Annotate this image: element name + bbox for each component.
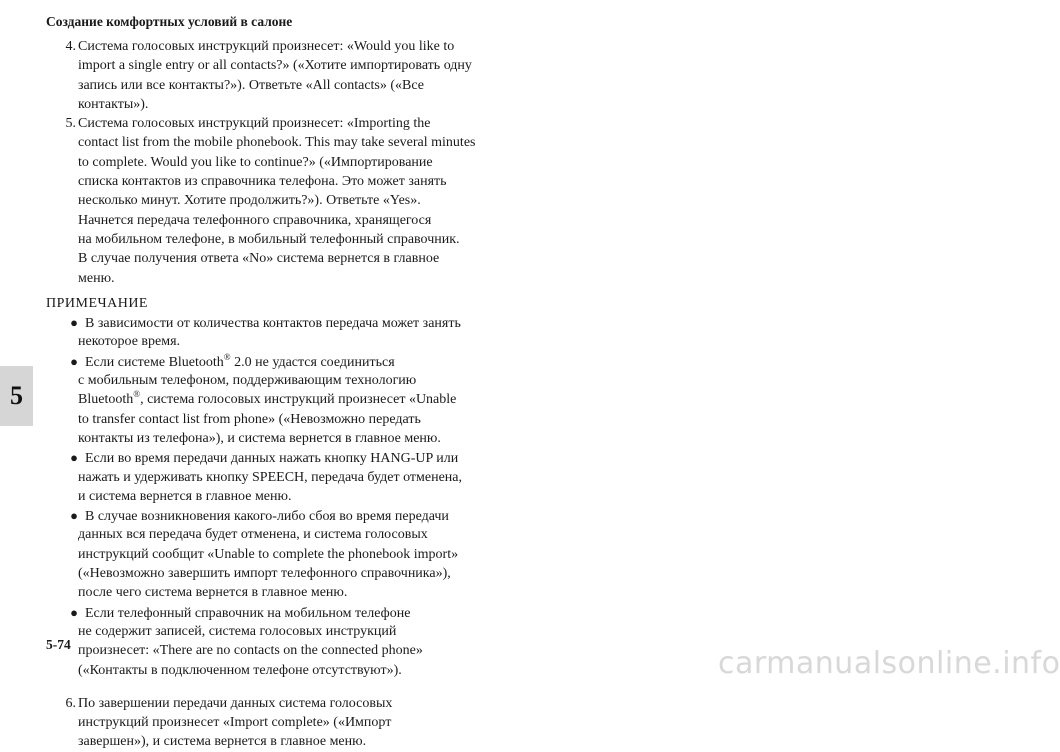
note-bullet (46, 313, 466, 352)
bullet-icon: ● (70, 508, 78, 524)
note-text (78, 351, 395, 370)
step-text: contact list from the mobile phonebook. This may take several minutes (78, 135, 476, 151)
bullet-icon: ● (70, 450, 78, 466)
step-number: 5. (65, 116, 76, 132)
step-text: списка контактов из справочника телефона. Это может занять (78, 174, 447, 190)
step-text: В случае получения ответа «No» система вернется в главное (78, 251, 440, 267)
step-text: завершен»), и система вернется в главное меню. (78, 734, 367, 750)
note-text: («Невозможно завершить импорт телефонного справочника»), (78, 566, 451, 582)
note-text-part: 2.0 не удастся соединиться (230, 354, 395, 370)
chapter-number: 5 (10, 381, 23, 410)
note-text: после чего система вернется в главное меню. (78, 585, 348, 601)
note-bullet-line (46, 603, 466, 622)
registered-mark: ® (133, 389, 141, 400)
step-item-6 (46, 694, 466, 752)
step-text: По завершении передачи данных система голосовых (78, 695, 393, 711)
note-bullet-line (46, 313, 466, 332)
step-text: несколько минут. Хотите продолжить?»). Ответьте «Yes». (78, 193, 421, 209)
note-bullet-line (46, 506, 466, 525)
registered-mark: ® (223, 351, 231, 362)
document-body (46, 37, 476, 752)
note-text: некоторое время. (78, 334, 181, 350)
note-bullet (46, 352, 466, 448)
step-text: Начнется передача телефонного справочника, хранящегося (78, 212, 432, 228)
note-text-part: Bluetooth (78, 392, 134, 408)
note-bullet (46, 603, 466, 680)
note-text: В зависимости от количества контактов передача может занять (85, 316, 461, 332)
bullet-icon: ● (70, 604, 78, 620)
note-text: («Контакты в подключенном телефоне отсутствуют»). (78, 662, 402, 678)
note-bullet-line (46, 352, 466, 371)
step-item-4 (46, 37, 472, 114)
note-title: ПРИМЕЧАНИЕ (46, 295, 148, 311)
note-text: произнесет: «There are no contacts on the connected phone» (78, 643, 423, 659)
note-section (46, 294, 466, 680)
step-text: инструкций произнесет «Import complete» («Импорт (78, 715, 392, 731)
step-text: меню. (78, 270, 115, 286)
step-number: 4. (65, 39, 76, 54)
step-number: 6. (65, 695, 76, 711)
note-text: не содержит записей, система голосовых инструкций (78, 623, 397, 639)
step-line (46, 114, 466, 133)
watermark-text: carmanualsonline.info (718, 646, 1060, 681)
note-text: инструкций сообщит «Unable to complete the phonebook import» (78, 546, 459, 562)
note-text (46, 390, 466, 409)
note-bullet (46, 506, 466, 602)
step-text: Система голосовых инструкций произнесет: «Importing the (78, 116, 431, 132)
step-text: контакты»). (78, 96, 149, 112)
note-text: с мобильным телефоном, поддерживающим технологию (78, 373, 417, 389)
note-text: данных вся передача будет отменена, и система голосовых (78, 527, 428, 543)
step-text: Система голосовых инструкций произнесет: «Would you like to (78, 39, 455, 54)
note-text: контакты из телефона»), и система вернется в главное меню. (78, 430, 441, 446)
step-text: на мобильном телефоне, в мобильный телефонный справочник. (78, 231, 460, 247)
note-text: to transfer contact list from phone» («Невозможно передать (78, 411, 421, 427)
note-bullet (46, 448, 466, 506)
step-line (46, 37, 466, 56)
note-text: Если во время передачи данных нажать кнопку HANG-UP или (85, 451, 459, 467)
step-line (46, 694, 466, 713)
bullet-icon: ● (70, 315, 78, 331)
note-bullet-line (46, 448, 466, 467)
step-text: import a single entry or all contacts?» («Хотите импортировать одну (78, 58, 472, 74)
note-text: нажать и удерживать кнопку SPEECH, передача будет отменена, (78, 469, 462, 485)
note-text-part: , система голосовых инструкций произнесет «Unable (140, 392, 457, 408)
step-text: to complete. Would you like to continue?» («Импортирование (78, 154, 433, 170)
bullet-icon: ● (70, 353, 78, 369)
note-text: В случае возникновения какого-либо сбоя во время передачи (85, 509, 449, 525)
chapter-tab (0, 366, 33, 426)
note-text-part: Если системе Bluetooth (85, 354, 224, 370)
note-text: и система вернется в главное меню. (78, 488, 292, 504)
note-text: Если телефонный справочник на мобильном телефоне (85, 605, 411, 621)
page-number: 5-74 (46, 637, 71, 652)
page-header-title: Создание комфортных условий в салоне (46, 14, 293, 29)
step-item-5 (46, 114, 476, 288)
step-text: запись или все контакты?»). Ответьте «All contacts» («Все (78, 77, 424, 93)
